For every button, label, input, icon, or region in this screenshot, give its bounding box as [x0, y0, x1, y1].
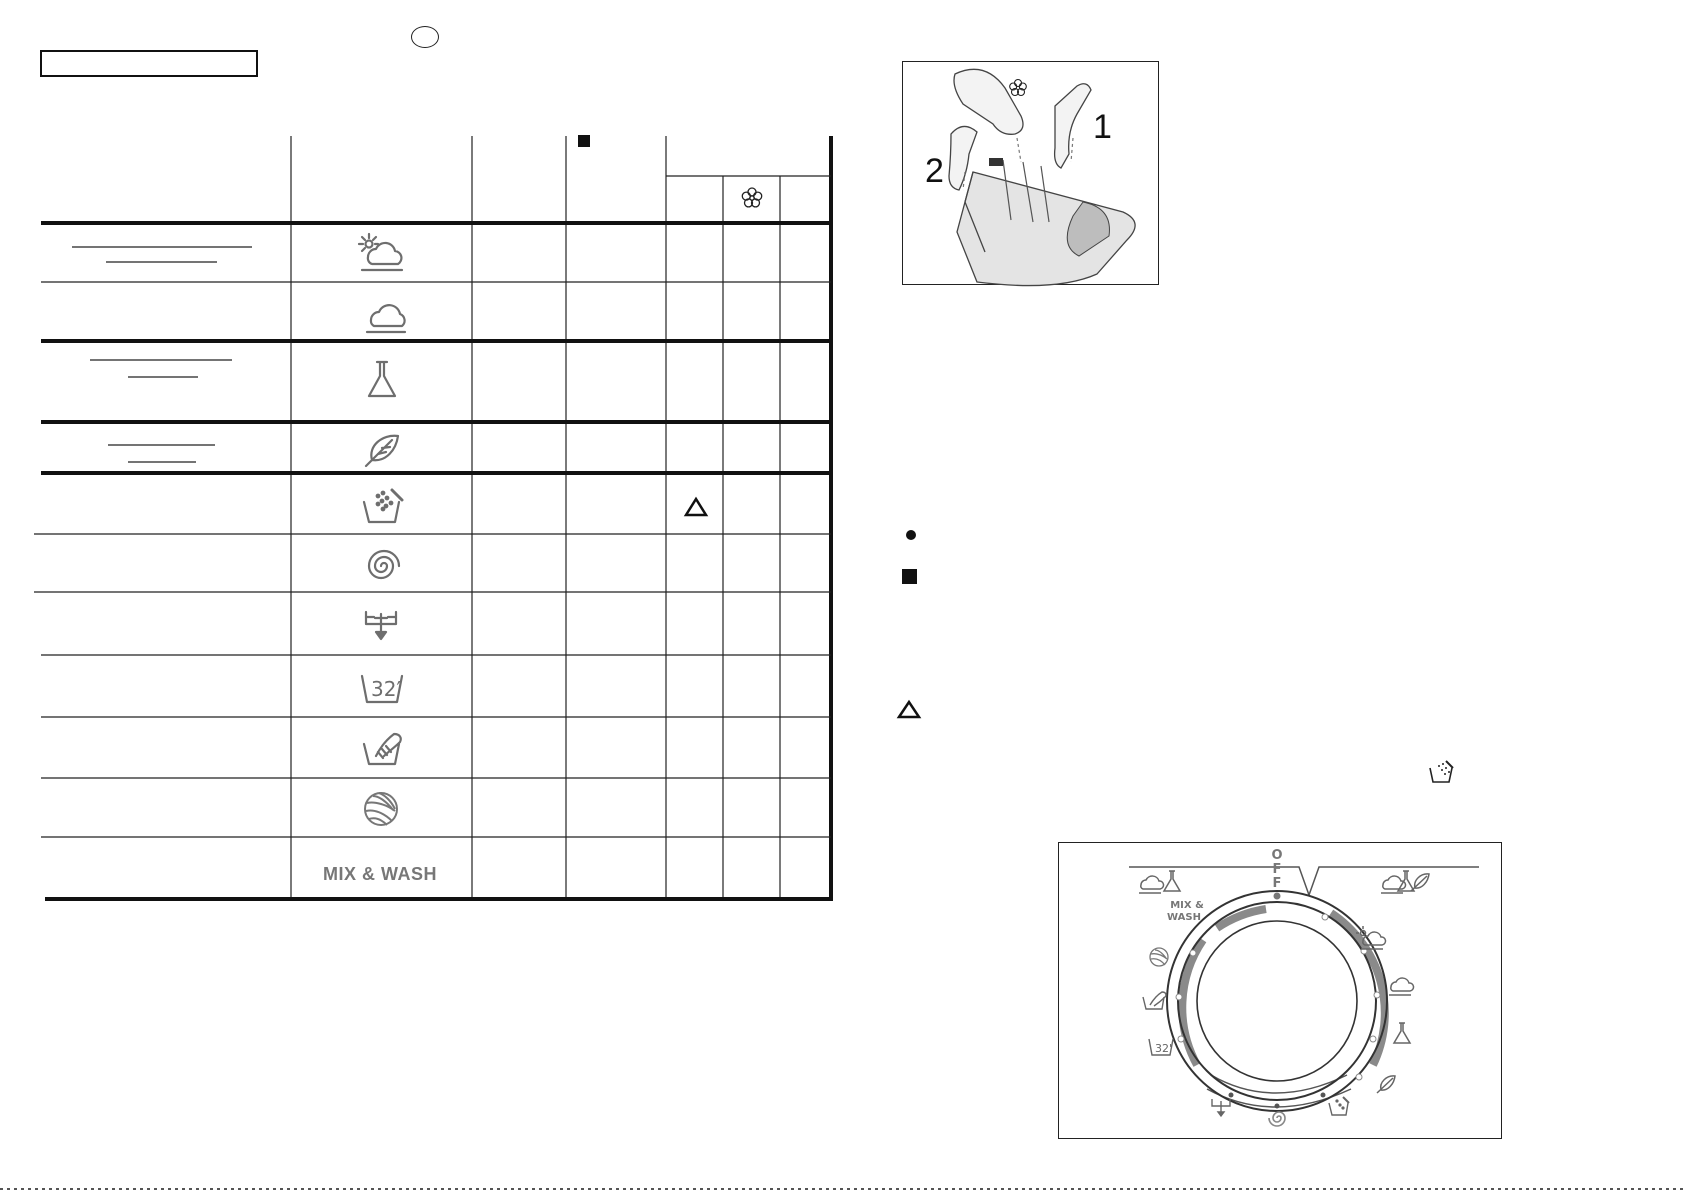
quick-32-icon	[362, 676, 402, 702]
programme-dial-panel	[1058, 842, 1502, 1139]
compartment-label-2: 2	[925, 152, 944, 190]
sun-cloud-icon	[359, 234, 402, 270]
rinse-shower-icon	[1428, 760, 1458, 784]
triangle-icon	[686, 499, 706, 515]
flask-icon	[1164, 871, 1180, 891]
programme-dial	[1059, 843, 1503, 1140]
flask-icon	[1394, 1023, 1410, 1043]
flower-icon	[1010, 80, 1027, 96]
drain-icon	[366, 612, 396, 639]
drain-icon	[1212, 1099, 1230, 1116]
dial-mix-wash-line1: MIX &	[1170, 900, 1204, 911]
feather-icon	[1377, 1076, 1395, 1093]
flower-icon	[742, 188, 761, 207]
quick-32-icon	[1149, 1039, 1173, 1055]
filled-square-icon	[578, 135, 590, 147]
rinse-shower-icon	[1329, 1097, 1349, 1115]
wool-ball-icon	[365, 793, 397, 825]
spiral-spin-icon	[369, 551, 399, 578]
dispenser-drawer-illustration	[903, 62, 1160, 286]
spiral-spin-icon	[1269, 1112, 1285, 1126]
programme-table	[0, 0, 850, 920]
triangle-icon	[897, 700, 921, 720]
off-letter-f1: F	[1272, 862, 1282, 877]
feather-icon	[1411, 874, 1429, 891]
rinse-shower-icon	[364, 490, 402, 522]
dial-mix-wash-line2: WASH	[1167, 912, 1201, 923]
bullet-dot-icon	[906, 530, 916, 540]
cloud-icon	[1139, 876, 1164, 893]
dispenser-figure	[902, 61, 1159, 285]
svg-text:32': 32'	[1155, 1042, 1173, 1055]
flask-icon	[369, 362, 395, 396]
off-letter-f2: F	[1272, 876, 1282, 891]
cloud-icon	[367, 305, 405, 332]
off-letter-o: O	[1271, 848, 1283, 863]
page-bottom-border	[0, 1188, 1685, 1190]
feather-icon	[366, 436, 398, 466]
hand-wash-icon	[1143, 992, 1166, 1009]
wool-ball-icon	[1150, 948, 1168, 966]
mix-wash-text: MIX & WASH	[322, 864, 438, 884]
svg-text:32′: 32′	[371, 677, 401, 701]
cloud-icon	[1389, 978, 1414, 995]
filled-square-icon	[902, 569, 917, 584]
off-indicator-dot	[1274, 893, 1281, 900]
hand-wash-icon	[364, 734, 401, 764]
compartment-label-1: 1	[1093, 108, 1112, 146]
